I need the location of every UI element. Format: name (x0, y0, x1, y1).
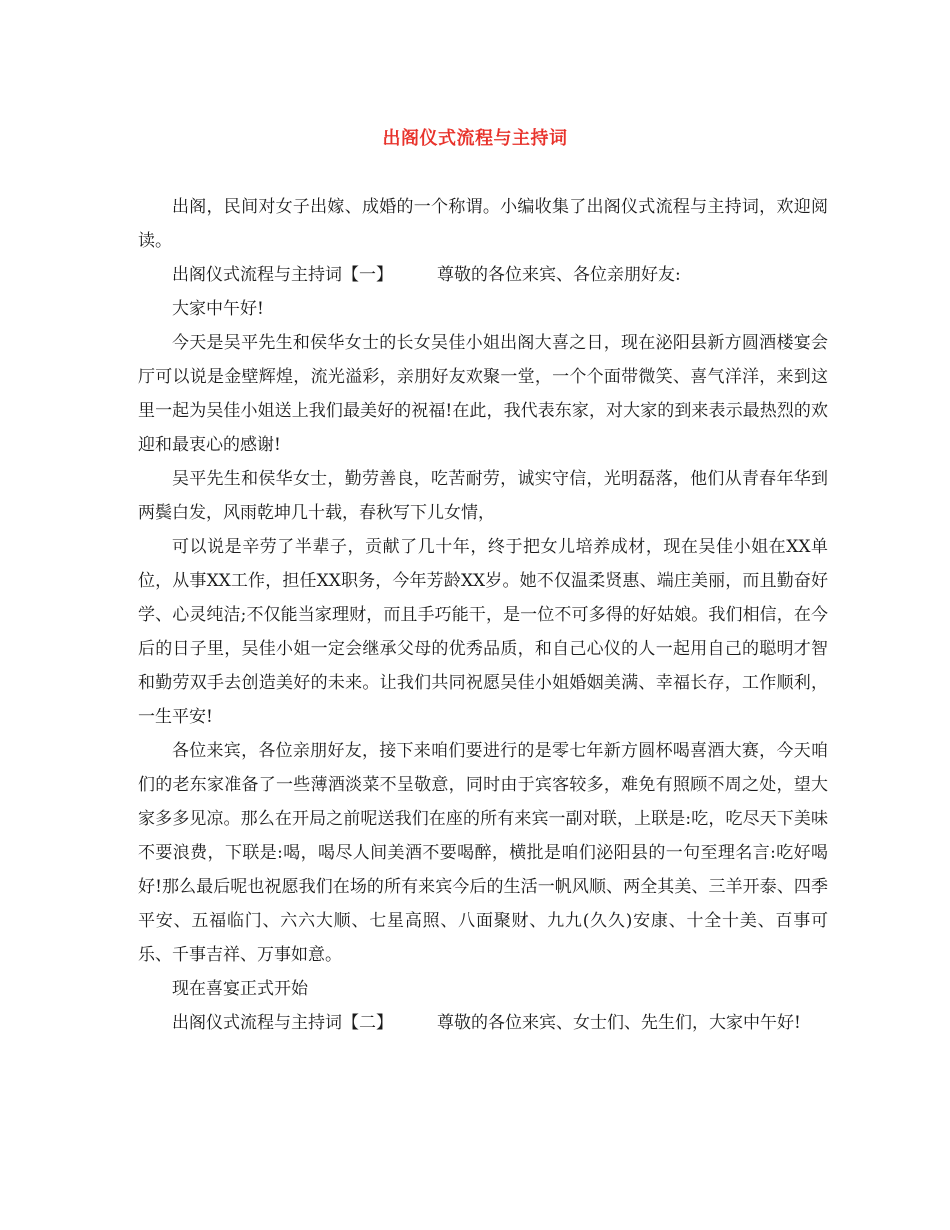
intro-paragraph: 出阁，民间对女子出嫁、成婚的一个称谓。小编收集了出阁仪式流程与主持词，欢迎阅读。 (138, 197, 828, 251)
body-paragraph: 各位来宾，各位亲朋好友，接下来咱们要进行的是零七年新方圆杯喝喜酒大赛，今天咱们的老东家准备了一些薄酒淡菜不呈敬意，同时由于宾客较多，难免有照顾不周之处，望大家多多见凉。那么在开局之前呢送我们在座的所有来宾一副对联，上联是:吃，吃尽天下美味不要浪费，下联是:喝，喝尽人间美酒不要喝醉，横批是咱们泌阳县的一句至理名言:吃好喝好!那么最后呢也祝愿我们在场的所有来宾今后的生活一帆风顺、两全其美、三羊开泰、四季平安、五福临门、六六大顺、七星高照、八面聚财、九九(久久)安康、十全十美、百事可乐、千事吉祥、万事如意。 (138, 741, 828, 965)
body-paragraph: 可以说是辛劳了半辈子，贡献了几十年，终于把女儿培养成材，现在吴佳小姐在XX单位，从事XX工作，担任XX职务，今年芳龄XX岁。她不仅温柔贤惠、端庄美丽，而且勤奋好学、心灵纯洁;不仅能当家理财，而且手巧能干，是一位不可多得的好姑娘。我们相信，在今后的日子里，吴佳小姐一定会继承父母的优秀品质，和自己心仪的人一起用自己的聪明才智和勤劳双手去创造美好的未来。让我们共同祝愿吴佳小姐婚姻美满、幸福长存，工作顺利，一生平安! (138, 537, 828, 727)
section-two-heading: 出阁仪式流程与主持词【二】 (172, 1013, 393, 1033)
body-paragraph: 现在喜宴正式开始 (172, 979, 308, 999)
section-one-line (138, 258, 828, 292)
section-one-greeting: 尊敬的各位来宾、各位亲朋好友: (437, 265, 681, 285)
document-title: 出阁仪式流程与主持词 (382, 128, 568, 149)
section-two-line (138, 1006, 828, 1040)
body-paragraph: 今天是吴平先生和侯华女士的长女吴佳小姐出阁大喜之日，现在泌阳县新方圆酒楼宴会厅可以说是金壁辉煌，流光溢彩，亲朋好友欢聚一堂，一个个面带微笑、喜气洋洋，来到这里一起为吴佳小姐送上我们最美好的祝福!在此，我代表东家，对大家的到来表示最热烈的欢迎和最衷心的感谢! (138, 333, 828, 455)
section-one-heading: 出阁仪式流程与主持词【一】 (172, 265, 393, 285)
body-paragraph: 吴平先生和侯华女士，勤劳善良，吃苦耐劳，诚实守信，光明磊落，他们从青春年华到两鬓白发，风雨乾坤几十载，春秋写下儿女情， (138, 469, 828, 523)
document-body (138, 190, 828, 1040)
section-two-greeting: 尊敬的各位来宾、女士们、先生们，大家中午好! (437, 1013, 801, 1033)
body-paragraph: 大家中午好! (172, 299, 264, 319)
